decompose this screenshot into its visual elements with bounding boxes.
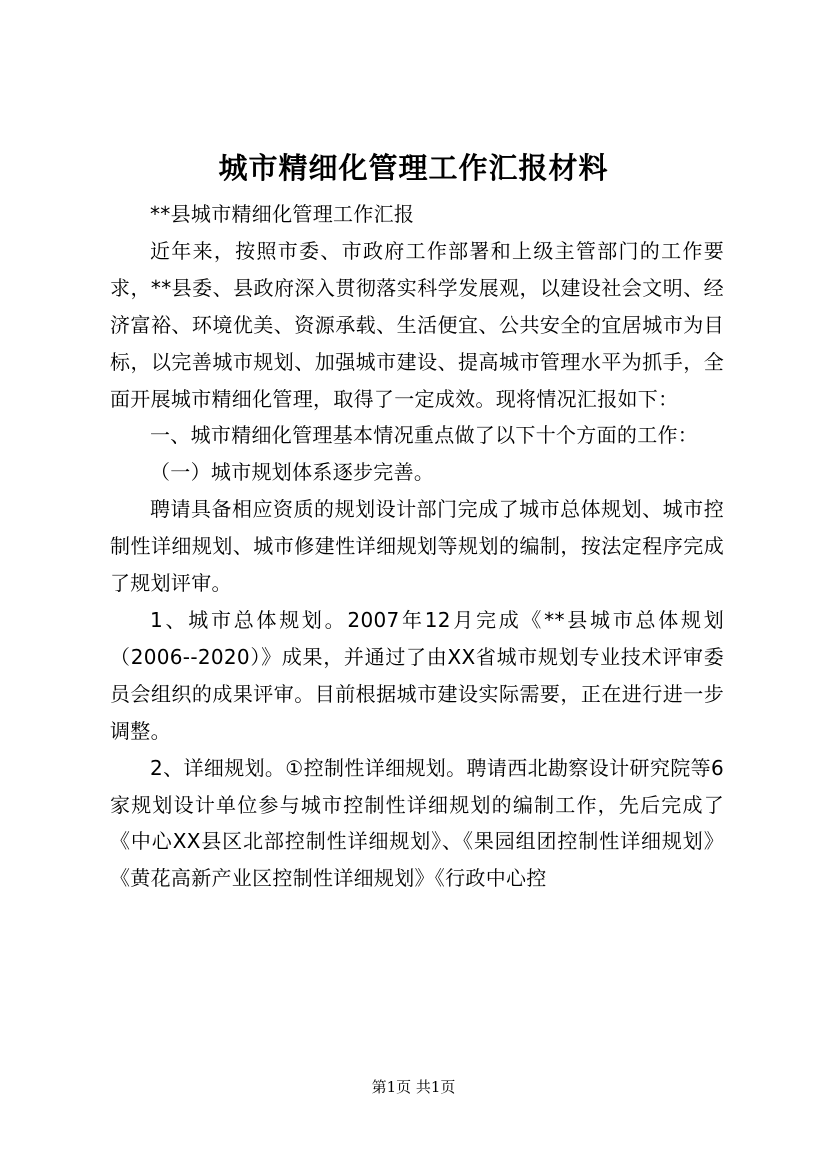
paragraph-master-plan: 1、城市总体规划。2007年12月完成《**县城市总体规划（2006--2020）》成果，并通过了由XX省城市规划专业技术评审委员会组织的成果评审。目前根据城市建设实际需要，正在进行进一步调整。 (110, 607, 724, 743)
document-body (110, 196, 724, 897)
paragraph-subtitle: **县城市精细化管理工作汇报 (150, 202, 415, 226)
paragraph-section-heading: 一、城市精细化管理基本情况重点做了以下十个方面的工作： (150, 423, 699, 448)
document-title: 城市精细化管理工作汇报材料 (218, 151, 609, 185)
paragraph-detailed-plan: 2、详细规划。①控制性详细规划。聘请西北勘察设计研究院等6家规划设计单位参与城市控制性详细规划的编制工作，先后完成了《中心XX县区北部控制性详细规划》、《果园组团控制性详细规划》《黄花高新产业区控制性详细规划》《行政中心控 (110, 755, 724, 891)
paragraph-intro: 近年来，按照市委、市政府工作部署和上级主管部门的工作要求，**县委、县政府深入贯彻落实科学发展观，以建设社会文明、经济富裕、环境优美、资源承载、生活便宜、公共安全的宜居城市为目标，以完善城市规划、加强城市建设、提高城市管理水平为抓手，全面开展城市精细化管理，取得了一定成效。现将情况汇报如下： (110, 238, 724, 411)
page-footer: 第1页 共1页 (371, 1078, 456, 1096)
paragraph-subsection-heading: （一）城市规划体系逐步完善。 (150, 460, 435, 485)
paragraph-planning: 聘请具备相应资质的规划设计部门完成了城市总体规划、城市控制性详细规划、城市修建性详细规划等规划的编制，按法定程序完成了规划评审。 (110, 497, 724, 596)
